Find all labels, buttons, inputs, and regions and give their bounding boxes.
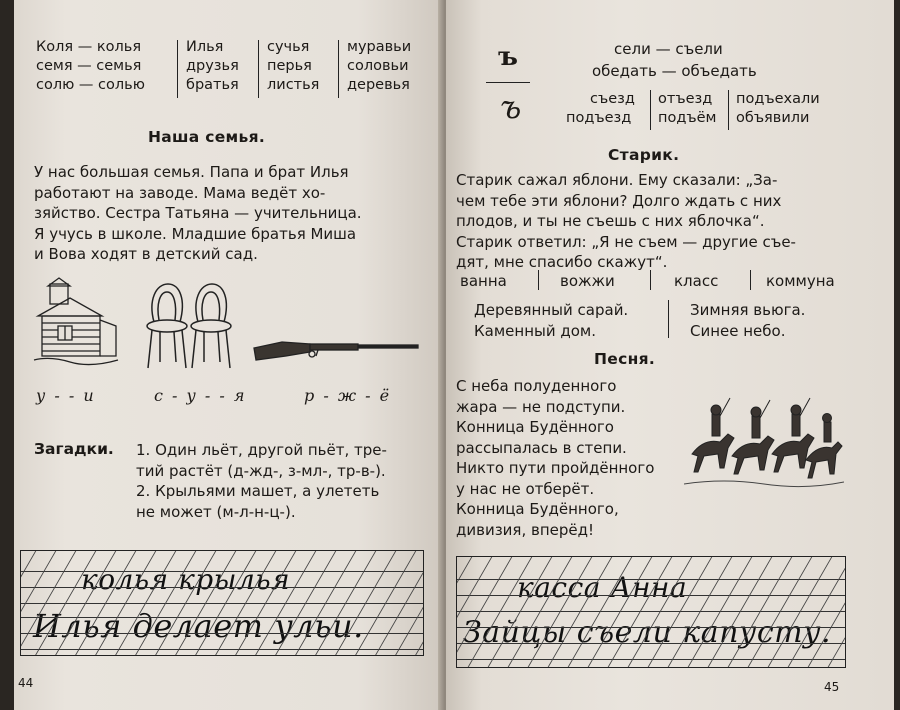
chairs-illustration xyxy=(142,280,242,372)
text-line: Зимняя вьюга. xyxy=(690,301,806,319)
double-word: вожжи xyxy=(560,272,615,290)
text-line: жара — не подступи. xyxy=(456,397,626,416)
word-item: солю — солью xyxy=(36,77,145,93)
pair-line: обедать — объедать xyxy=(592,62,757,80)
word-item: друзья xyxy=(186,58,239,74)
text-line: 1. Один льёт, другой пьёт, тре- xyxy=(136,441,387,459)
riddles-text xyxy=(136,440,387,522)
word-item: Илья xyxy=(186,39,224,55)
picture-pattern-2: с - у - - я xyxy=(154,386,247,405)
grid-slant-line xyxy=(762,556,838,668)
word-item: подъём xyxy=(658,110,717,126)
word-item: Коля — колья xyxy=(36,39,142,55)
word-column-3 xyxy=(267,38,319,95)
column-divider xyxy=(538,270,539,290)
word-item: съезд xyxy=(590,91,635,107)
song-title: Песня. xyxy=(594,350,656,368)
word-column-1 xyxy=(36,38,145,95)
pair-line: сели — съели xyxy=(614,40,723,58)
grid-line xyxy=(21,587,423,588)
phrases-right xyxy=(690,300,805,341)
text-line: и Вова ходят в детский сад. xyxy=(34,245,258,263)
cavalry-illustration xyxy=(684,394,844,490)
column-divider xyxy=(650,270,651,290)
grid-line xyxy=(457,643,845,644)
word-column-2 xyxy=(658,90,716,128)
column-divider xyxy=(338,40,339,98)
page-number: 44 xyxy=(18,676,34,690)
text-line: 2. Крыльями машет, а улететь xyxy=(136,482,380,500)
phrases-left xyxy=(474,300,628,341)
handwriting-line: Илья делает ульи. xyxy=(33,607,364,645)
rifle-illustration xyxy=(252,334,422,364)
column-divider xyxy=(258,40,259,98)
word-item: соловьи xyxy=(347,58,409,74)
word-item: листья xyxy=(267,77,320,93)
grid-slant-line xyxy=(802,556,846,668)
text-line: Деревянный сарай. xyxy=(474,301,629,319)
grid-line xyxy=(457,595,845,596)
grid-line xyxy=(21,649,423,650)
sign-divider xyxy=(486,82,530,83)
song-text xyxy=(456,376,654,540)
column-divider xyxy=(177,40,178,98)
handwriting-line: колья крылья xyxy=(81,563,291,596)
grid-slant-line xyxy=(682,556,758,668)
text-line: работают на заводе. Мама ведёт хо- xyxy=(34,183,326,202)
word-item: сучья xyxy=(267,39,310,55)
word-item: деревья xyxy=(347,77,410,93)
word-item: муравьи xyxy=(347,39,412,55)
picture-pattern-3: р - ж - ё xyxy=(304,386,392,405)
word-item: перья xyxy=(267,58,312,74)
text-line: Старик ответил: „Я не съем — другие съе- xyxy=(456,232,796,251)
text-line: рассыпалась в степи. xyxy=(456,438,627,457)
left-page xyxy=(14,0,444,710)
handwriting-grid xyxy=(20,550,424,656)
word-item: объявили xyxy=(736,110,810,126)
grid-slant-line xyxy=(742,556,818,668)
double-word: класс xyxy=(674,272,719,290)
grid-slant-line xyxy=(456,556,518,668)
double-word: ванна xyxy=(460,272,507,290)
riddles-label: Загадки. xyxy=(34,440,114,458)
story-title: Наша семья. xyxy=(148,128,266,146)
grid-line xyxy=(457,579,845,580)
text-line: Никто пути пройдённого xyxy=(456,459,655,477)
word-item: братья xyxy=(186,77,239,93)
page-number: 45 xyxy=(824,680,840,694)
text-line: У нас большая семья. Папа и брат Илья xyxy=(34,163,349,181)
text-line: дивизия, вперёд! xyxy=(456,520,595,539)
text-line: Конница Будённого, xyxy=(456,500,619,518)
column-divider xyxy=(750,270,751,290)
text-line: не может (м-л-н-ц-). xyxy=(136,502,296,521)
text-line: у нас не отберёт. xyxy=(456,479,595,498)
word-column-3 xyxy=(736,90,820,128)
word-column-4 xyxy=(347,38,411,95)
text-line: С неба полуденного xyxy=(456,377,617,395)
text-line: Каменный дом. xyxy=(474,321,596,340)
word-column-2 xyxy=(186,38,239,95)
column-divider xyxy=(728,90,729,130)
text-line: Конница Будённого xyxy=(456,418,614,436)
word-item: отъезд xyxy=(658,91,713,107)
word-item: подъехали xyxy=(736,91,820,107)
picture-pattern-1: у - - и xyxy=(36,386,96,405)
grid-line xyxy=(21,603,423,604)
story-title: Старик. xyxy=(608,146,680,164)
column-divider xyxy=(650,90,651,130)
text-line: Я учусь в школе. Младшие братья Миша xyxy=(34,224,357,243)
text-line: Старик сажал яблони. Ему сказали: „За- xyxy=(456,171,778,189)
text-line: дят, мне спасибо скажут“. xyxy=(456,253,668,271)
grid-line xyxy=(457,611,845,612)
text-line: плодов, и ты не съешь с них яблочка“. xyxy=(456,212,765,230)
handwriting-line: касса Анна xyxy=(517,571,688,604)
text-line: Синее небо. xyxy=(690,321,786,340)
word-item: подъезд xyxy=(566,110,632,126)
hard-sign-print: ъ xyxy=(498,42,518,72)
text-line: чем тебе эти яблони? Долго ждать с них xyxy=(456,191,782,210)
grid-line xyxy=(21,617,423,618)
grid-slant-line xyxy=(722,556,798,668)
text-line: зяйство. Сестра Татьяна — учительница. xyxy=(34,204,362,222)
story-text xyxy=(34,162,362,265)
word-column-1 xyxy=(566,90,635,128)
grid-slant-line xyxy=(702,556,778,668)
house-illustration xyxy=(30,276,122,368)
column-divider xyxy=(668,300,669,338)
story-text xyxy=(456,170,796,273)
double-word: коммуна xyxy=(766,272,835,290)
word-item: семя — семья xyxy=(36,58,142,74)
handwriting-line: Зайцы съели капусту. xyxy=(463,615,832,650)
handwriting-grid xyxy=(456,556,846,668)
right-page xyxy=(446,0,894,710)
text-line: тий растёт (д-жд-, з-мл-, тр-в-). xyxy=(136,461,386,480)
hard-sign-script: ъ xyxy=(500,88,522,126)
grid-line xyxy=(21,633,423,634)
